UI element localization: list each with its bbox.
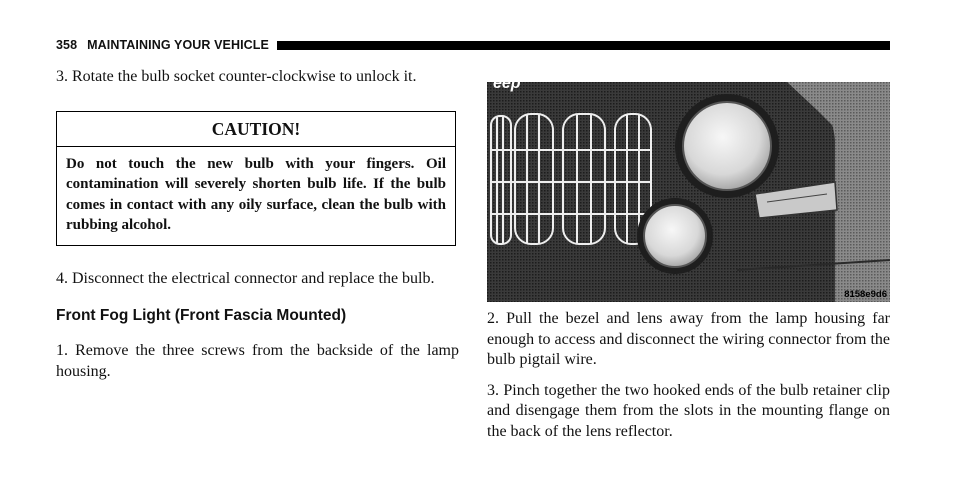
header-rule (277, 41, 890, 50)
fog-light-subheading: Front Fog Light (Front Fascia Mounted) (56, 307, 347, 324)
left-column (56, 67, 459, 382)
caution-box (56, 111, 456, 246)
figure-code: 8158e9d6 (844, 289, 887, 300)
running-header (56, 37, 890, 53)
fog-step-1-text: 1. Remove the three screws from the backside of the lamp housing. (56, 342, 459, 380)
right-column (487, 70, 890, 442)
vehicle-front-figure (487, 70, 890, 302)
page-number: 358 (56, 38, 78, 52)
section-title: MAINTAINING YOUR VEHICLE (87, 38, 269, 52)
caution-title: CAUTION! (57, 112, 455, 147)
headlamp-lens (683, 102, 771, 190)
fog-step-2-text: 2. Pull the bezel and lens away from the lamp housing far enough to access and disconnect the wiring connector from the bulb pigtail wire. (487, 310, 890, 368)
fog-step-3-text: 3. Pinch together the two hooked ends of the bulb retainer clip and disengage them from the slots in the mounting flange on the back of the lens reflector. (487, 381, 890, 440)
fog-lamp-lens (644, 205, 706, 267)
caution-text: Do not touch the new bulb with your fingers. Oil contamination will severely shorten bulb life. If the bulb comes in contact with any oily surface, clean the bulb with rubbing alcohol. (66, 155, 446, 233)
step-4-text: 4. Disconnect the electrical connector and replace the bulb. (56, 269, 435, 287)
vehicle-front-illustration (487, 70, 890, 302)
step-3-text: 3. Rotate the bulb socket counter-clockwise to unlock it. (56, 68, 417, 85)
grille-logo: eep (493, 75, 521, 92)
